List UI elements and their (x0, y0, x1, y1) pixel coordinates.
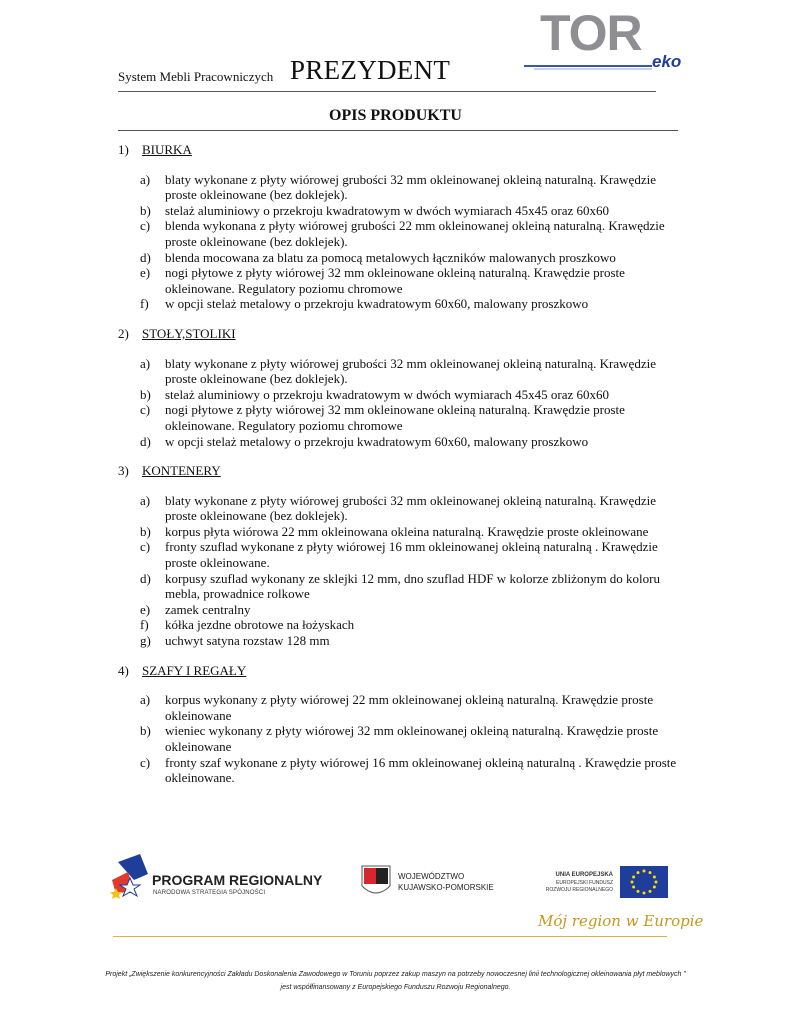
item-letter: f) (140, 296, 149, 312)
system-label: System Mebli Pracowniczych (118, 69, 274, 84)
section-szafy-regaly (118, 663, 678, 786)
list-item (118, 617, 678, 633)
section-title: KONTENERY (142, 463, 221, 479)
section-number: 2) (118, 325, 129, 341)
section-stoly-stoliki (118, 326, 678, 449)
footer-divider (113, 936, 667, 937)
item-letter: b) (140, 202, 151, 218)
item-text: blaty wykonane z płyty wiórowej grubości 32 mm okleinowanej okleiną naturalną. Krawędzie proste okleinowane (bez doklejek). (165, 492, 656, 524)
list-item (118, 692, 678, 723)
item-text: w opcji stelaż metalowy o przekroju kwadratowym 60x60, malowany proszkowo (165, 296, 589, 312)
list-item (118, 356, 678, 387)
item-letter: a) (140, 692, 151, 708)
slogan: Mój region w Europie (538, 912, 704, 930)
section-heading (118, 142, 678, 158)
list-item (118, 172, 678, 203)
item-letter: a) (140, 171, 151, 187)
program-regionalny-subtitle: NARODOWA STRATEGIA SPÓJNOŚCI (153, 890, 266, 896)
item-letter: d) (140, 433, 151, 449)
item-letter: d) (140, 249, 151, 265)
list-item (118, 723, 678, 754)
list-item (118, 602, 678, 618)
voivodeship-coat-of-arms (362, 866, 390, 893)
list-item (118, 296, 678, 312)
title-divider (118, 130, 678, 131)
logo-eko-text: eko (652, 52, 682, 71)
list-item (118, 434, 678, 450)
section-biurka (118, 142, 678, 312)
section-title: SZAFY I REGAŁY (142, 662, 247, 678)
section-title: STOŁY,STOLIKI (142, 325, 236, 341)
program-regionalny-title: PROGRAM REGIONALNY (152, 872, 323, 888)
program-regionalny-emblem (110, 854, 148, 899)
item-text: kółka jezdne obrotowe na łożyskach (165, 617, 355, 633)
list-item (118, 203, 678, 219)
item-letter: c) (140, 402, 151, 418)
list-item (118, 539, 678, 570)
list-item (118, 755, 678, 786)
item-letter: c) (140, 539, 151, 555)
item-text: wieniec wykonany z płyty wiórowej 32 mm okleinowanej okleiną naturalną. Krawędzie proste okleinowane (165, 723, 659, 754)
list-item (118, 402, 678, 433)
list-item (118, 633, 678, 649)
header-divider (118, 91, 656, 92)
section-kontenery (118, 463, 678, 649)
item-letter: b) (140, 723, 151, 739)
item-text: korpus wykonany z płyty wiórowej 22 mm okleinowanej okleiną naturalną. Krawędzie proste okleinowane (165, 692, 654, 723)
item-text: w opcji stelaż metalowy o przekroju kwadratowym 60x60, malowany proszkowo (165, 433, 589, 449)
list-item (118, 265, 678, 296)
item-letter: e) (140, 601, 151, 617)
list-item (118, 493, 678, 524)
item-text: korpusy szuflad wykonany ze sklejki 12 mm, dno szuflad HDF w kolorze zbliżonym do koloru mebla, prowadnice rolkowe (165, 570, 660, 602)
eu-flag (620, 866, 668, 898)
item-text: uchwyt satyna rozstaw 128 mm (165, 633, 330, 649)
eu-fund-label-2: ROZWOJU REGIONALNEGO (545, 887, 613, 893)
item-text: nogi płytowe z płyty wiórowej 32 mm okleinowane okleiną naturalną. Krawędzie proste okleinowane. Regulatory poziomu chromowe (165, 402, 625, 433)
product-description (118, 142, 678, 800)
list-item (118, 571, 678, 602)
page-title: OPIS PRODUKTU (329, 107, 462, 124)
eu-fund-label: EUROPEJSKI FUNDUSZ (556, 880, 613, 886)
item-letter: a) (140, 492, 151, 508)
item-letter: b) (140, 523, 151, 539)
section-number: 1) (118, 142, 129, 157)
eu-label: UNIA EUROPEJSKA (555, 872, 613, 878)
section-number: 4) (118, 662, 129, 678)
item-text: blaty wykonane z płyty wiórowej grubości 32 mm okleinowanej okleiną naturalną. Krawędzie proste okleinowane (bez doklejek). (165, 355, 656, 387)
product-name: PREZYDENT (290, 55, 451, 85)
item-text: fronty szaf wykonane z płyty wiórowej 16 mm okleinowanej okleiną naturalną . Krawędzie proste okleinowane. (165, 754, 677, 786)
item-letter: d) (140, 570, 151, 586)
item-letter: c) (140, 754, 151, 770)
list-item (118, 524, 678, 540)
section-heading (118, 326, 678, 342)
list-item (118, 218, 678, 249)
item-text: blenda wykonana z płyty wiórowej grubości 22 mm okleinowanej okleiną naturalną. Krawędzie proste okleinowane (bez doklejek). (165, 218, 665, 249)
item-letter: f) (140, 617, 149, 633)
item-text: fronty szuflad wykonane z płyty wiórowej 16 mm okleinowanej okleiną naturalną . Krawędzie proste okleinowane. (165, 539, 658, 571)
logo-tor-text: TOR (540, 5, 642, 61)
list-item (118, 387, 678, 403)
item-text: stelaż aluminiowy o przekroju kwadratowym w dwóch wymiarach 45x45 oraz 60x60 (165, 386, 610, 402)
item-text: blaty wykonane z płyty wiórowej grubości 32 mm okleinowanej okleiną naturalną. Krawędzie proste okleinowane (bez doklejek). (165, 171, 656, 203)
list-item (118, 250, 678, 266)
section-heading (118, 663, 678, 679)
section-number: 3) (118, 463, 129, 479)
item-text: nogi płytowe z płyty wiórowej 32 mm okleinowane okleiną naturalną. Krawędzie proste okleinowane. Regulatory poziomu chromowe (165, 265, 625, 296)
item-letter: e) (140, 265, 151, 281)
section-title: BIURKA (142, 142, 192, 157)
item-text: blenda mocowana za blatu za pomocą metalowych łączników malowanych proszkowo (165, 249, 616, 265)
project-note: Projekt „Zwiększenie konkurencyjności Zakładu Doskonalenia Zawodowego w Toruniu poprzez zakup maszyn na potrzeby nowoczesnej linii technologicznej okleinowania płyt meblowych ” jest współfinansowany z Europejskiego Funduszu Rozwoju Regionalnego. (105, 971, 686, 991)
item-text: zamek centralny (165, 601, 251, 617)
section-heading (118, 463, 678, 479)
item-letter: g) (140, 633, 151, 649)
item-text: korpus płyta wiórowa 22 mm okleinowana okleina naturalną. Krawędzie proste okleinowane (165, 523, 649, 539)
voivodeship-name: KUJAWSKO-POMORSKIE (398, 883, 494, 892)
item-text: stelaż aluminiowy o przekroju kwadratowym w dwóch wymiarach 45x45 oraz 60x60 (165, 202, 610, 218)
item-letter: c) (140, 218, 151, 234)
voivodeship-label: WOJEWÓDZTWO (398, 872, 465, 881)
item-letter: b) (140, 386, 151, 402)
item-letter: a) (140, 355, 151, 371)
